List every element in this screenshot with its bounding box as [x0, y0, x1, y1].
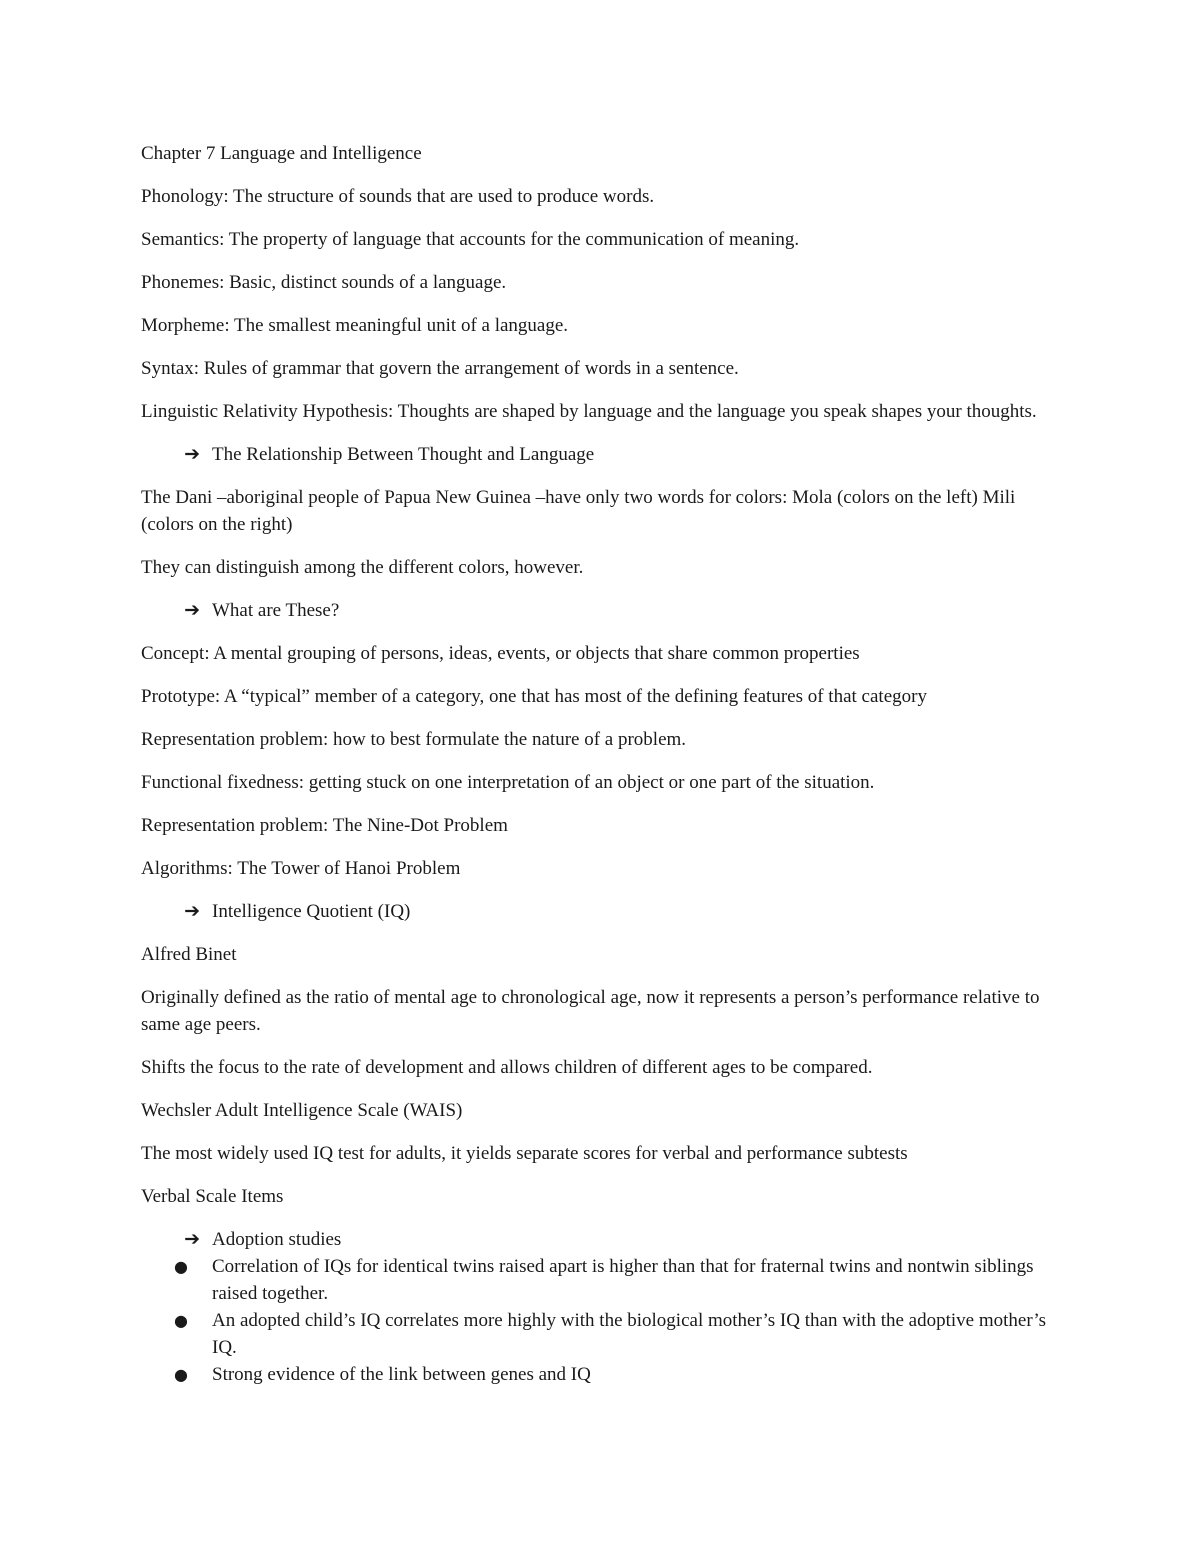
list-item — [141, 1253, 1061, 1307]
paragraph-shifts-focus: Shifts the focus to the rate of development and allows children of different ages to be compared. — [141, 1057, 873, 1078]
paragraph-iq-definition: Originally defined as the ratio of mental age to chronological age, now it represents a person’s performance relative to same age peers. — [141, 987, 1040, 1035]
section-heading-adoption — [141, 1226, 1061, 1253]
paragraph-algorithms: Algorithms: The Tower of Hanoi Problem — [141, 858, 461, 879]
paragraph-phonemes: Phonemes: Basic, distinct sounds of a language. — [141, 272, 507, 293]
paragraph-concept: Concept: A mental grouping of persons, ideas, events, or objects that share common properties — [141, 643, 860, 664]
paragraph-semantics: Semantics: The property of language that accounts for the communication of meaning. — [141, 229, 800, 250]
paragraph-representation-problem: Representation problem: how to best formulate the nature of a problem. — [141, 729, 687, 750]
document-title: Chapter 7 Language and Intelligence — [141, 143, 422, 164]
paragraph-distinguish: They can distinguish among the different colors, however. — [141, 557, 584, 578]
section-heading-what-are-these — [141, 597, 1061, 624]
bullet-dot-icon: ● — [174, 1365, 188, 1384]
paragraph-wais: Wechsler Adult Intelligence Scale (WAIS) — [141, 1100, 463, 1121]
section-heading-text: What are These? — [212, 600, 340, 621]
paragraph-linguistic-relativity: Linguistic Relativity Hypothesis: Thoughts are shaped by language and the language you speak shapes your thoughts. — [141, 401, 1037, 422]
right-arrow-icon: ➔ — [184, 1228, 200, 1250]
paragraph-phonology: Phonology: The structure of sounds that are used to produce words. — [141, 186, 655, 207]
paragraph-syntax: Syntax: Rules of grammar that govern the arrangement of words in a sentence. — [141, 358, 739, 379]
section-heading-text: The Relationship Between Thought and Language — [212, 444, 595, 465]
list-item-text: Strong evidence of the link between genes and IQ — [212, 1364, 591, 1385]
paragraph-verbal-scale: Verbal Scale Items — [141, 1186, 284, 1207]
paragraph-nine-dot: Representation problem: The Nine-Dot Problem — [141, 815, 508, 836]
list-item — [141, 1361, 1061, 1388]
section-heading-text: Intelligence Quotient (IQ) — [212, 901, 411, 922]
paragraph-binet: Alfred Binet — [141, 944, 237, 965]
list-item — [141, 1307, 1061, 1361]
bullet-dot-icon: ● — [174, 1311, 188, 1330]
section-heading-iq — [141, 898, 1061, 925]
document-page — [141, 140, 1061, 1388]
right-arrow-icon: ➔ — [184, 900, 200, 922]
section-heading-thought-language — [141, 441, 1061, 468]
right-arrow-icon: ➔ — [184, 599, 200, 621]
paragraph-dani: The Dani –aboriginal people of Papua New Guinea –have only two words for colors: Mola (colors on the left) Mili (colors on the right) — [141, 487, 1016, 535]
paragraph-morpheme: Morpheme: The smallest meaningful unit of a language. — [141, 315, 569, 336]
list-item-text: Correlation of IQs for identical twins raised apart is higher than that for fraternal twins and nontwin siblings raised together. — [212, 1256, 1034, 1304]
paragraph-functional-fixedness: Functional fixedness: getting stuck on one interpretation of an object or one part of the situation. — [141, 772, 875, 793]
list-item-text: An adopted child’s IQ correlates more highly with the biological mother’s IQ than with the adoptive mother’s IQ. — [212, 1310, 1047, 1358]
bullet-list — [141, 1253, 1061, 1388]
section-heading-text: Adoption studies — [212, 1229, 342, 1250]
paragraph-wais-description: The most widely used IQ test for adults, it yields separate scores for verbal and performance subtests — [141, 1143, 908, 1164]
paragraph-prototype: Prototype: A “typical” member of a category, one that has most of the defining features of that category — [141, 686, 927, 707]
bullet-dot-icon: ● — [174, 1257, 188, 1276]
right-arrow-icon: ➔ — [184, 443, 200, 465]
